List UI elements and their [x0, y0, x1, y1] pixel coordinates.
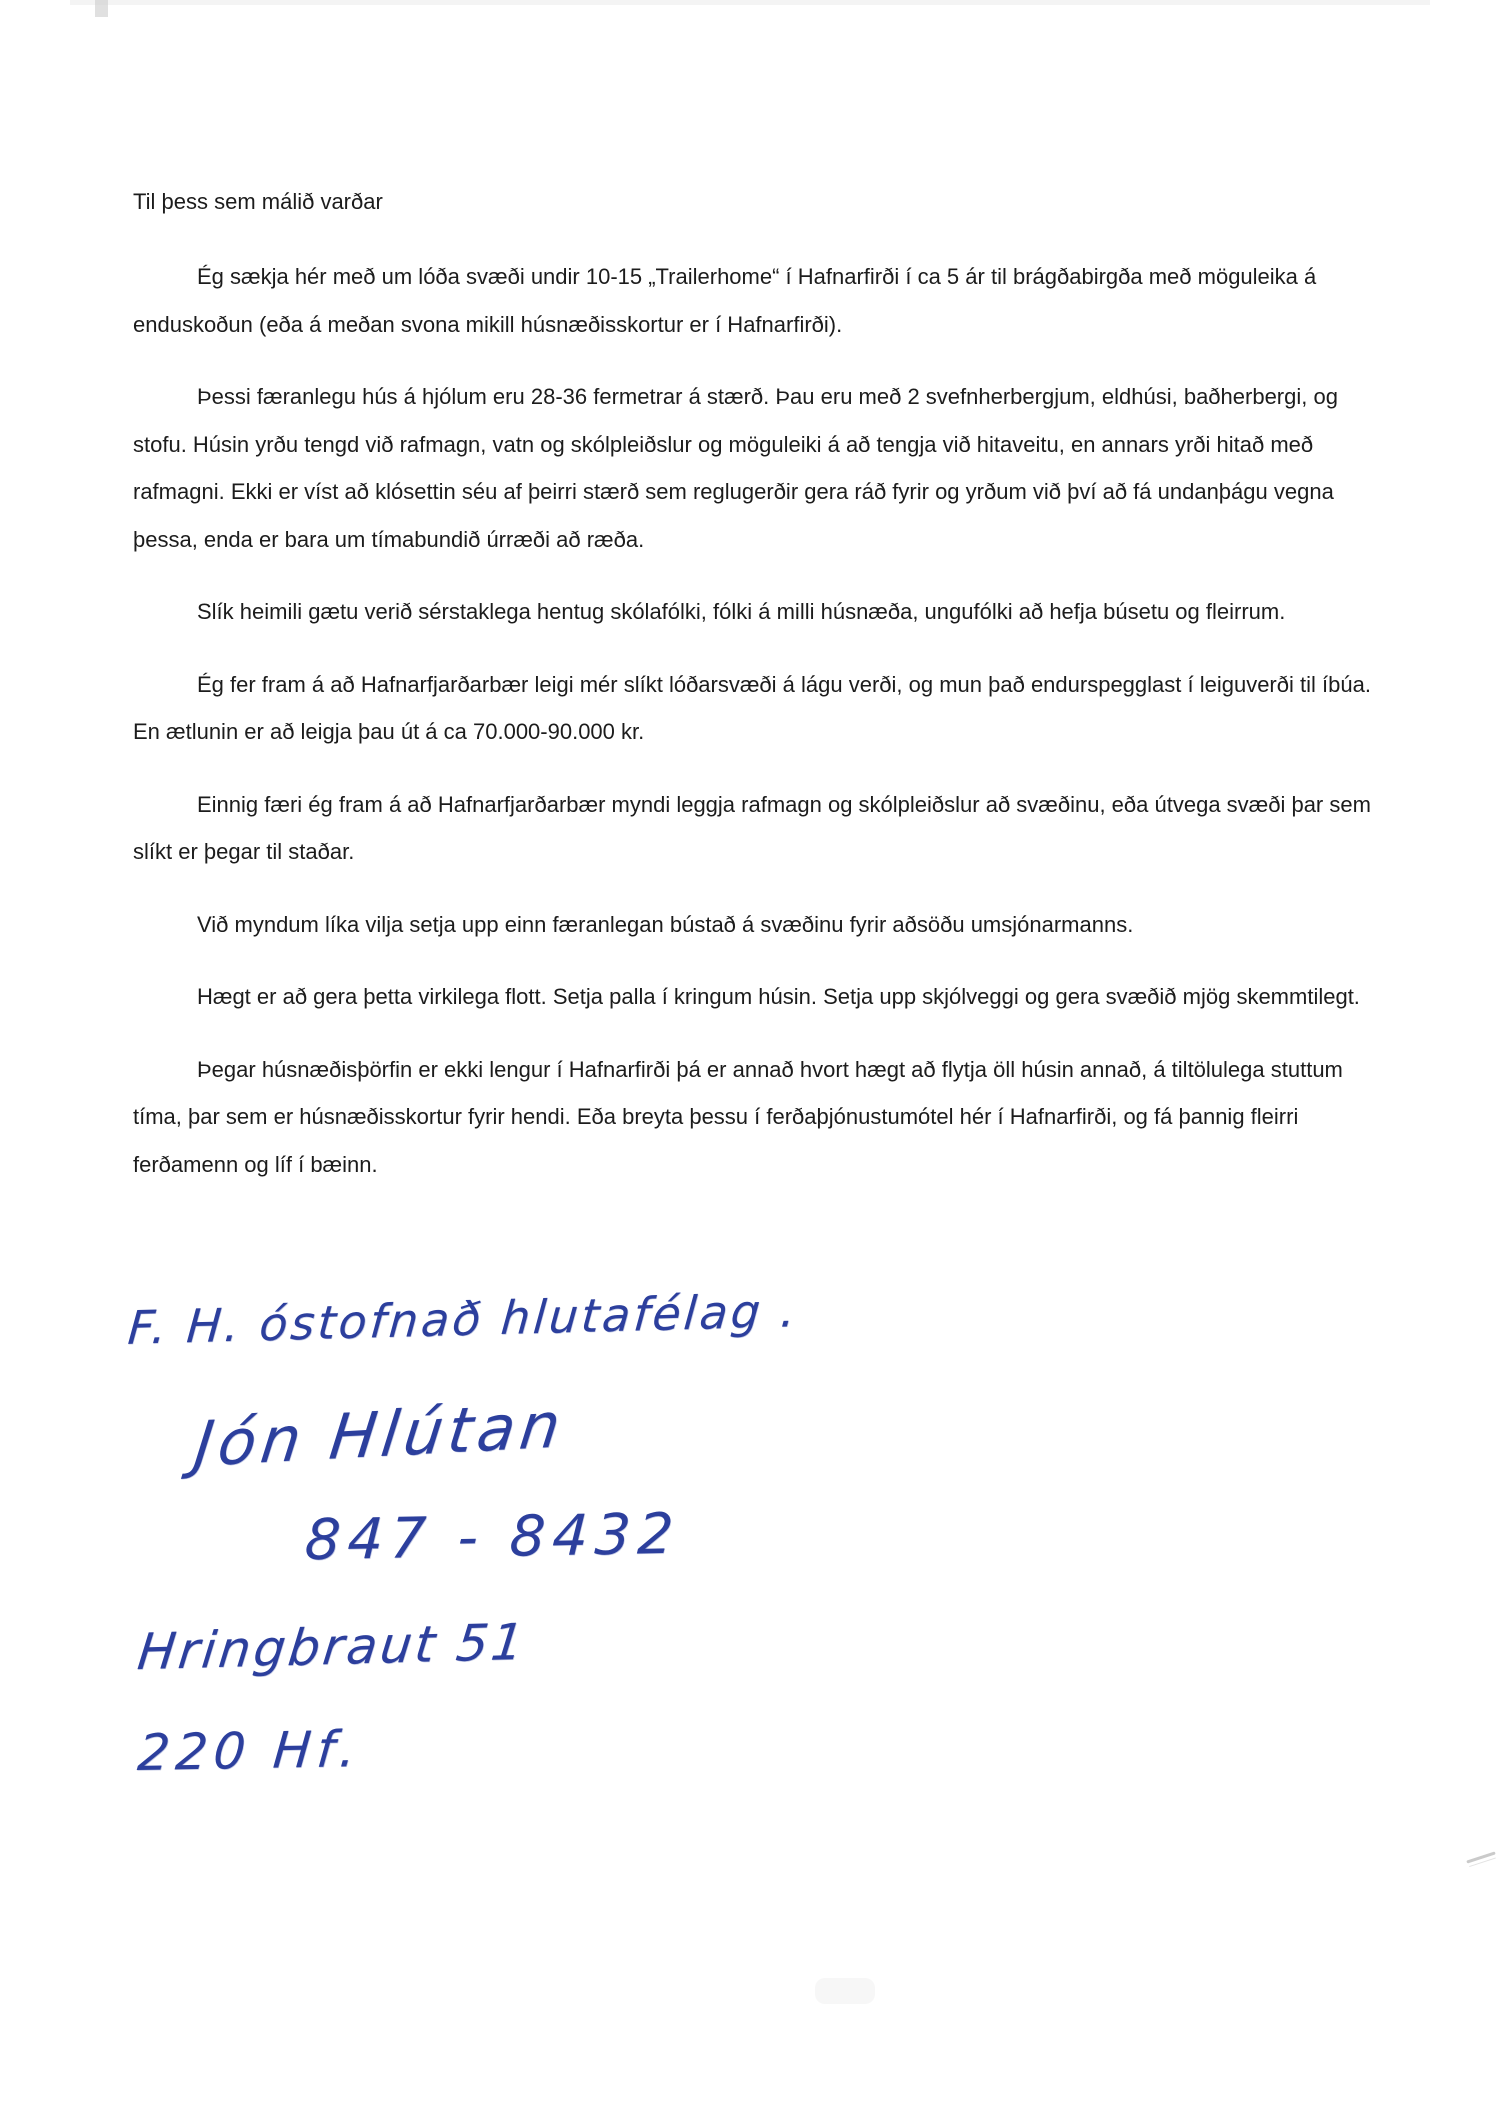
letter-paragraph-5: Einnig færi ég fram á að Hafnarfjarðarbær myndi leggja rafmagn og skólpleiðslur að svæðinu, eða útvega svæði þar sem slíkt er þegar til staðar. [133, 791, 1371, 864]
handwritten-street-address: Hringbraut 51 [134, 1612, 530, 1682]
signature-name: Jón Hlútan [190, 1388, 570, 1481]
letter-body [133, 178, 1375, 1213]
handwritten-on-behalf-line: F. H. óstofnað hlutafélag . [125, 1283, 801, 1355]
letter-paragraph-2: Þessi færanlegu hús á hjólum eru 28-36 fermetrar á stærð. Þau eru með 2 svefnherbergjum, eldhúsi, baðherbergi, og stofu. Húsin yrðu tengd við rafmagn, vatn og skólpleiðslur og möguleiki á að tengja við hitaveitu, en annars yrði hitað með rafmagni. Ekki er víst að klósettin séu af þeirri stærð sem reglugerðir gera ráð fyrir og yrðum við því að fá undanþágu vegna þessa, enda er bara um tímabundið úrræði að ræða. [133, 384, 1338, 552]
letter-paragraph-7: Hægt er að gera þetta virkilega flott. Setja palla í kringum húsin. Setja upp skjólveggi og gera svæðið mjög skemmtilegt. [197, 984, 1360, 1009]
scan-artifact-top-tick [95, 0, 108, 17]
letter-greeting: Til þess sem málið varðar [133, 189, 383, 214]
scan-artifact-right-mark [1466, 1851, 1495, 1863]
scan-artifact-bottom-smudge [815, 1978, 875, 2004]
letter-paragraph-1: Ég sækja hér með um lóða svæði undir 10-15 „Trailerhome“ í Hafnarfirði í ca 5 ár til brágðabirgða með möguleika á enduskoðun (eða á meðan svona mikill húsnæðisskortur er í Hafnarfirði). [133, 264, 1317, 337]
letter-paragraph-3: Slík heimili gætu verið sérstaklega hentug skólafólki, fólki á milli húsnæða, ungufólki að hefja búsetu og fleirrum. [197, 599, 1286, 624]
letter-paragraph-8: Þegar húsnæðisþörfin er ekki lengur í Hafnarfirði þá er annað hvort hægt að flytja öll húsin annað, á tiltölulega stuttum tíma, þar sem er húsnæðisskortur fyrir hendi. Eða breyta þessu í ferðaþjónustumótel hér í Hafnarfirði, og fá þannig fleirri ferðamenn og líf í bæinn. [133, 1056, 1343, 1177]
scan-artifact-top-streak [70, 0, 1430, 5]
letter-paragraph-4: Ég fer fram á að Hafnarfjarðarbær leigi mér slíkt lóðarsvæði á lágu verði, og mun það endurspegglast í leiguverði til íbúa. En ætlunin er að leigja þau út á ca 70.000-90.000 kr. [133, 671, 1371, 744]
handwritten-postal-code: 220 Hf. [135, 1720, 365, 1782]
letter-paragraph-6: Við myndum líka vilja setja upp einn færanlegan bústað á svæðinu fyrir aðsöðu umsjónarmanns. [197, 911, 1134, 937]
handwritten-phone-number: 847 - 8432 [303, 1501, 682, 1574]
